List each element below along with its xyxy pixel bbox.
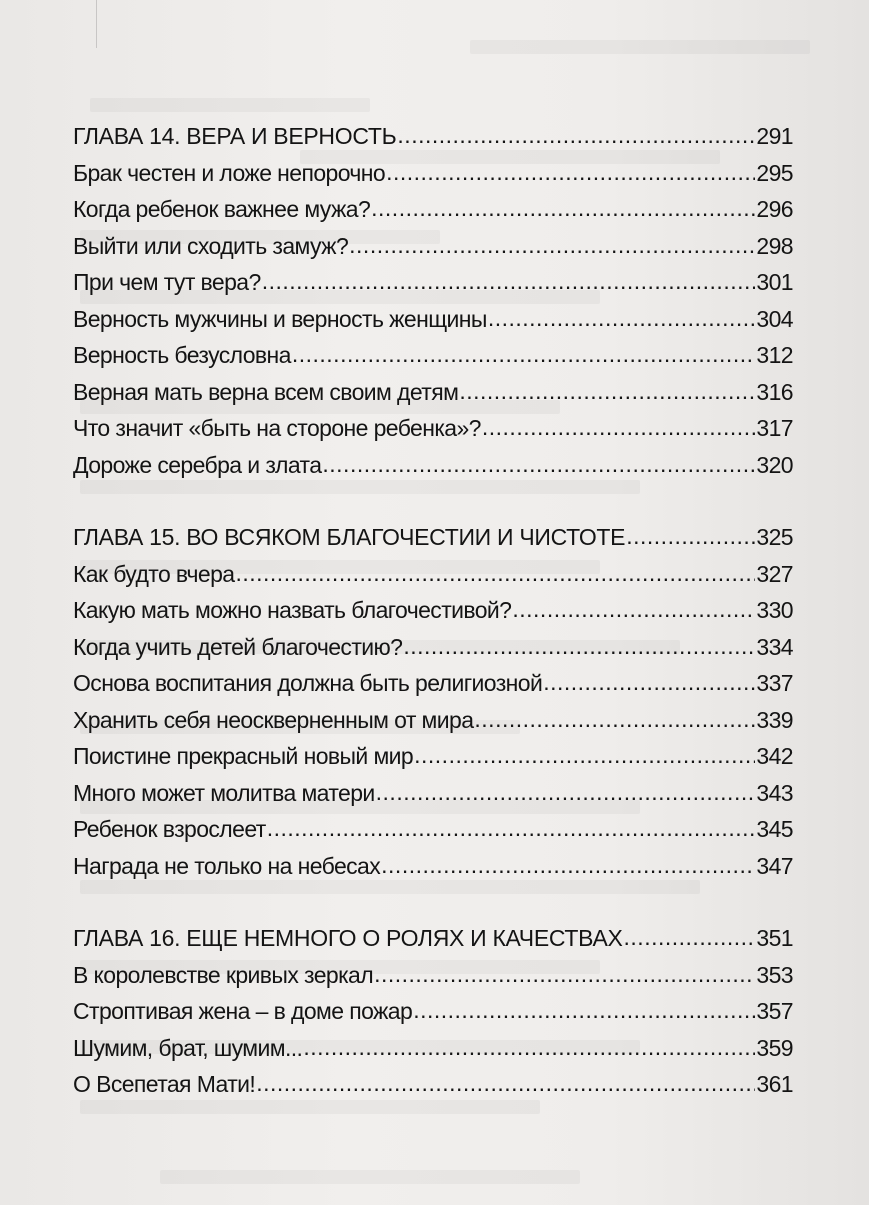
toc-entry[interactable] [73,337,793,374]
page-number: 325 [756,524,793,550]
entry-title: Когда ребенок важнее мужа? [73,196,371,222]
page-number: 317 [756,415,793,441]
page-number: 301 [756,269,793,295]
dot-leader [371,190,755,227]
entry-title: О Всепетая Мати! [73,1071,256,1097]
entry-title: Когда учить детей благочестию? [73,633,403,660]
dot-leader [512,591,755,628]
page-number: 316 [756,378,793,405]
page-number: 291 [756,123,793,149]
toc-entry[interactable] [73,993,793,1030]
page-number: 298 [756,232,793,259]
toc-entry[interactable] [73,374,793,411]
entry-title: Выйти или сходить замуж? [73,232,349,259]
chapter-title: ГЛАВА 14. ВЕРА И ВЕРНОСТЬ [73,123,397,149]
page-number: 345 [756,816,793,842]
toc-entry[interactable] [73,447,793,484]
dot-leader [474,701,755,738]
toc-entry[interactable] [73,191,793,228]
table-of-contents [73,118,793,1103]
page-number: 343 [756,779,793,806]
dot-leader [403,628,755,665]
dot-leader [381,847,755,884]
page-number: 330 [756,597,793,623]
dot-leader [303,1029,755,1066]
toc-entry[interactable] [73,629,793,666]
page-number: 337 [756,670,793,696]
toc-entry[interactable] [73,775,793,812]
dot-leader [397,117,755,154]
entry-title: Ребенок взрослеет [73,816,266,842]
chapter-heading[interactable] [73,118,793,155]
chapter-heading[interactable] [73,519,793,556]
entry-title: Награда не только на небесах [73,852,381,879]
dot-leader [414,737,755,774]
toc-entry[interactable] [73,155,793,192]
page-number: 351 [756,925,793,951]
dot-leader [349,227,755,264]
page-number: 359 [756,1034,793,1061]
page-number: 295 [756,159,793,186]
entry-title: Верность мужчины и верность женщины [73,305,487,332]
dot-leader [543,664,755,701]
page-number: 304 [756,305,793,332]
dot-leader [482,409,756,446]
dot-leader [626,518,755,555]
page-number: 312 [756,342,793,368]
chapter-title: ГЛАВА 16. ЕЩЕ НЕМНОГО О РОЛЯХ И КАЧЕСТВАХ [73,925,623,951]
chapter-title: ГЛАВА 15. ВО ВСЯКОМ БЛАГОЧЕСТИИ И ЧИСТОТЕ [73,524,626,550]
chapter-16-section [73,920,793,1103]
toc-entry[interactable] [73,1066,793,1103]
entry-title: Хранить себя неоскверненным от мира [73,706,474,733]
dot-leader [488,300,756,337]
toc-entry[interactable] [73,811,793,848]
dot-leader [322,446,755,483]
toc-entry[interactable] [73,410,793,447]
dot-leader [256,1065,755,1102]
chapter-14-section [73,118,793,483]
dot-leader [374,956,755,993]
toc-entry[interactable] [73,264,793,301]
page-number: 342 [756,743,793,769]
entry-title: Какую мать можно назвать благочестивой? [73,597,512,623]
toc-entry[interactable] [73,228,793,265]
toc-entry[interactable] [73,556,793,593]
toc-entry[interactable] [73,957,793,994]
dot-leader [459,373,755,410]
dot-leader [624,919,756,956]
dot-leader [386,154,755,191]
entry-title: Поистине прекрасный новый мир [73,743,414,769]
page-number: 339 [756,706,793,733]
page-number: 320 [756,451,793,478]
page-number: 347 [756,852,793,879]
entry-title: Что значит «быть на стороне ребенка»? [73,415,481,441]
dot-leader [292,336,756,373]
toc-entry[interactable] [73,1030,793,1067]
entry-title: Много может молитва матери [73,779,375,806]
entry-title: Шумим, брат, шумим... [73,1034,303,1061]
page-number: 353 [756,961,793,988]
entry-title: Брак честен и ложе непорочно [73,159,386,186]
toc-entry[interactable] [73,848,793,885]
entry-title: Верность безусловна [73,342,291,368]
page-number: 361 [756,1071,793,1097]
dot-leader [376,774,756,811]
entry-title: В королевстве кривых зеркал [73,961,374,988]
dot-leader [267,810,756,847]
page-number: 327 [756,560,793,587]
toc-entry[interactable] [73,702,793,739]
chapter-15-section [73,519,793,884]
page-number: 357 [756,998,793,1024]
dot-leader [235,555,755,592]
entry-title: Верная мать верна всем своим детям [73,378,459,405]
entry-title: Как будто вчера [73,560,235,587]
entry-title: Дороже серебра и злата [73,451,322,478]
entry-title: Основа воспитания должна быть религиозной [73,670,543,696]
toc-entry[interactable] [73,301,793,338]
page-number: 334 [756,633,793,660]
toc-entry[interactable] [73,592,793,629]
toc-entry[interactable] [73,665,793,702]
entry-title: Строптивая жена – в доме пожар [73,998,413,1024]
dot-leader [413,992,755,1029]
toc-entry[interactable] [73,738,793,775]
dot-leader [262,263,756,300]
page-number: 296 [756,196,793,222]
entry-title: При чем тут вера? [73,269,261,295]
chapter-heading[interactable] [73,920,793,957]
